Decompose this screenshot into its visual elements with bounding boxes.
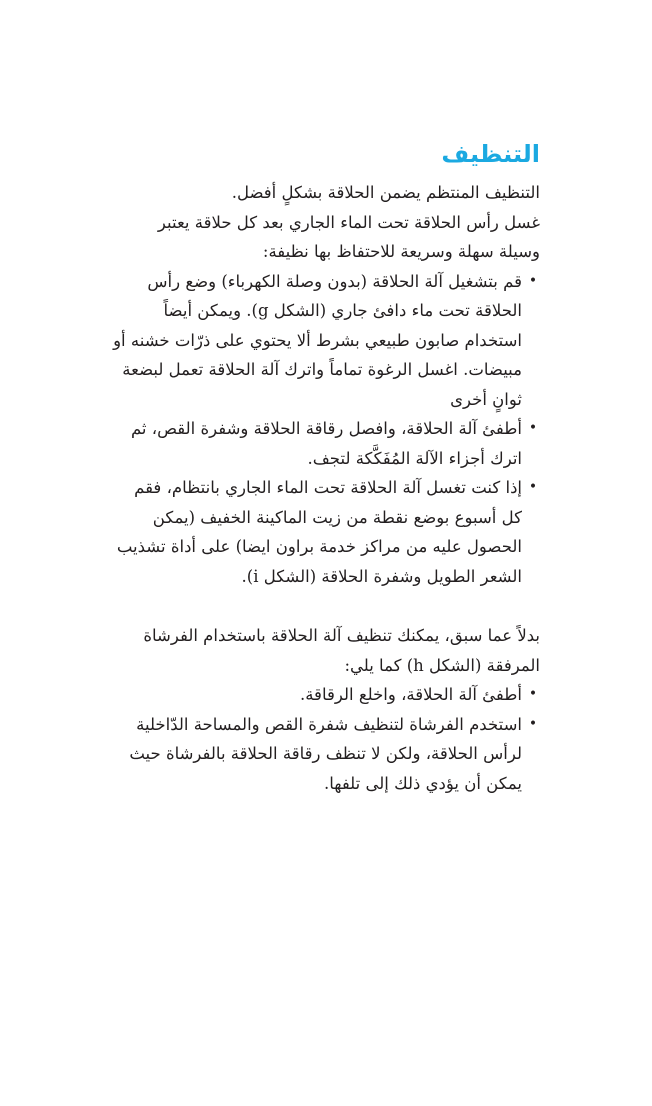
list-item-text: إذا كنت تغسل آلة الحلاقة تحت الماء الجاري بانتظام، فقم كل أسبوع بوضع نقطة من زيت الماكينة الخفيف (يمكن الحصول عليه من مراكز خدمة براون ايضا) على أداة تشذيب الشعر الطويل وشفرة الحلاقة (الشكل i). — [116, 478, 522, 586]
bullet-icon: • — [528, 479, 538, 495]
list-item-text: استخدم الفرشاة لتنظيف شفرة القص والمساحة الدّاخلية لرأس الحلاقة، ولكن لا تنظف رقاقة الحلاقة بالفرشاة حيث يمكن أن يؤدي ذلك إلى تلفها. — [129, 714, 522, 793]
brush-steps-list — [112, 680, 540, 798]
intro-paragraph-2: غسل رأس الحلاقة تحت الماء الجاري بعد كل حلاقة يعتبر وسيلة سهلة وسريعة للاحتفاظ بها نظيفة: — [157, 212, 540, 261]
bullet-icon: • — [528, 420, 538, 436]
rinse-steps-list — [112, 267, 540, 592]
bullet-icon: • — [528, 686, 538, 702]
intro-paragraph-1: التنظيف المنتظم يضمن الحلاقة بشكلٍ أفضل. — [231, 183, 540, 202]
cleaning-section — [112, 136, 540, 798]
list-item-text: أطفئ آلة الحلاقة، واخلع الرقاقة. — [299, 685, 522, 704]
list-item — [112, 473, 540, 591]
list-item-text: قم بتشغيل آلة الحلاقة (بدون وصلة الكهرباء) وضع رأس الحلاقة تحت ماء دافئ جاري (الشكل g). ويمكن أيضاً استخدام صابون طبيعي بشرط ألا يحتوي على ذرّات خشنه أو مبيضات. اغسل الرغوة تماماً واترك آلة الحلاقة تعمل لبضعة ثوانٍ أخرى — [113, 271, 522, 409]
bullet-icon: • — [528, 272, 538, 289]
list-item-text: أطفئ آلة الحلاقة، وافصل رقاقة الحلاقة وشفرة القص، ثم اترك أجزاء الآلة المُفَكَّكة لتجف. — [130, 419, 522, 468]
list-item — [112, 710, 540, 799]
bullet-icon: • — [528, 715, 538, 732]
section-title: التنظيف — [441, 140, 540, 168]
list-item — [112, 680, 540, 710]
list-item — [112, 414, 540, 473]
list-item — [112, 267, 540, 415]
brush-intro-paragraph: بدلاً عما سبق، يمكنك تنظيف آلة الحلاقة باستخدام الفرشاة المرفقة (الشكل h) كما يلي: — [143, 626, 540, 675]
